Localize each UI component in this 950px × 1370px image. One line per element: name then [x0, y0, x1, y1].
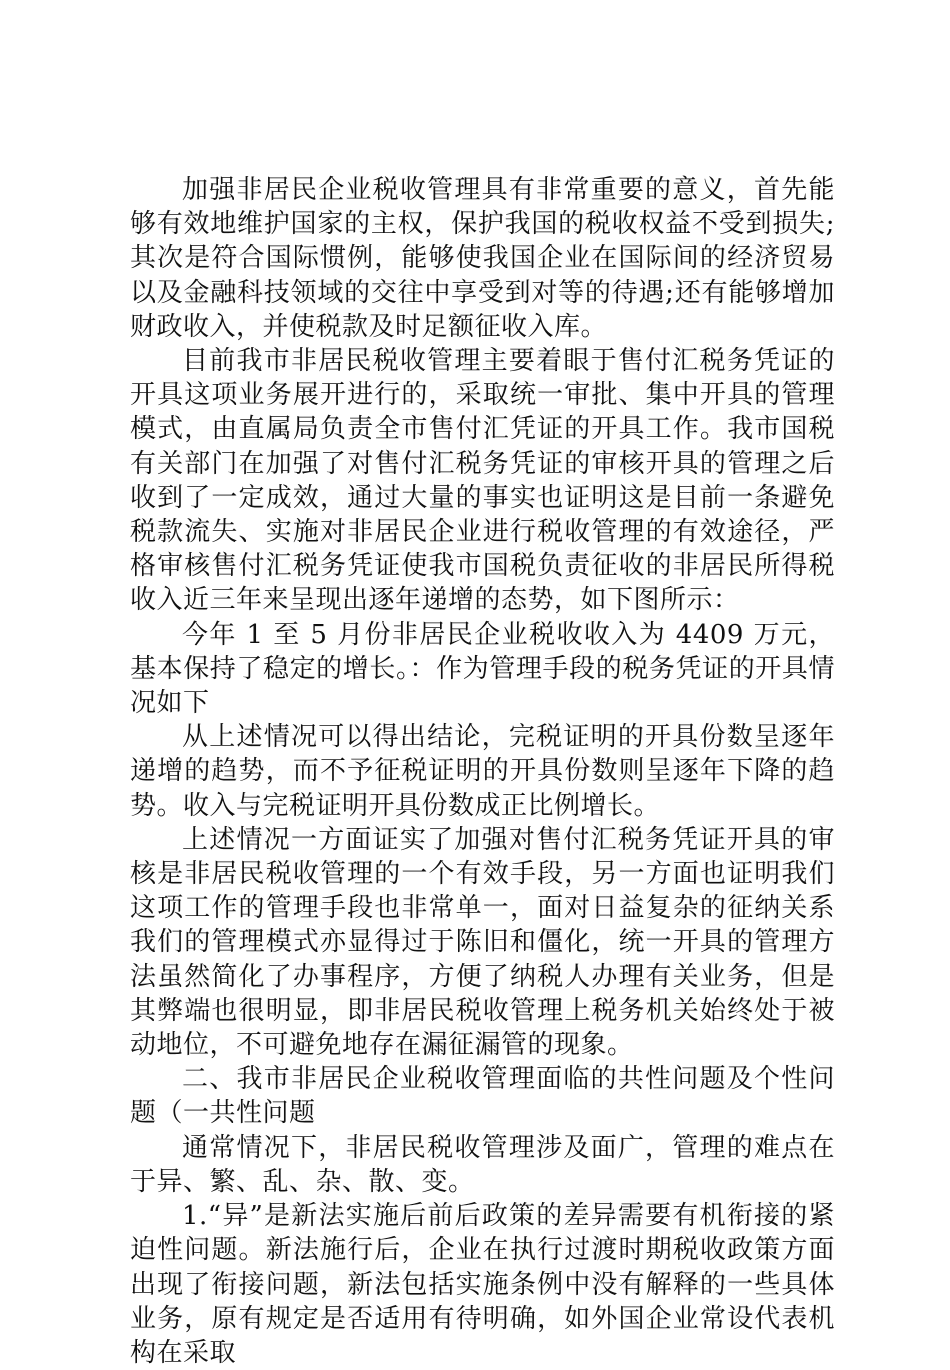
document-body: [130, 173, 835, 1370]
paragraph-evaluation: 上述情况一方面证实了加强对售付汇税务凭证开具的审核是非居民税收管理的一个有效手段，另一方面也证明我们这项工作的管理手段也非常单一，面对日益复杂的征纳关系我们的管理模式亦显得过于陈旧和僵化，统一开具的管理方法虽然简化了办事程序，方便了纳税人办理有关业务，但是其弊端也很明显，即非居民税收管理上税务机关始终处于被动地位，不可避免地存在漏征漏管的现象。: [130, 824, 835, 1061]
paragraph-significance: 加强非居民企业税收管理具有非常重要的意义，首先能够有效地维护国家的主权，保护我国的税收权益不受到损失;其次是符合国际惯例，能够使我国企业在国际间的经济贸易以及金融科技领域的交往中享受到对等的待遇;还有能够增加财政收入，并使税款及时足额征收入库。: [130, 175, 835, 342]
paragraph-item-1-difference: 1.“异”是新法实施后前后政策的差异需要有机衔接的紧迫性问题。新法施行后，企业在执行过渡时期税收政策方面出现了衔接问题，新法包括实施条例中没有解释的一些具体业务，原有规定是否适用有待明确，如外国企业常设代表机构在采取: [130, 1201, 835, 1368]
paragraph-revenue-this-year: 今年 1 至 5 月份非居民企业税收收入为 4409 万元，基本保持了稳定的增长。：作为管理手段的税务凭证的开具情况如下: [130, 619, 835, 719]
paragraph-conclusion: 从上述情况可以得出结论，完税证明的开具份数呈逐年递增的趋势，而不予征税证明的开具份数则呈逐年下降的趋势。收入与完税证明开具份数成正比例增长。: [130, 722, 835, 821]
section-heading-common-issues: 二、我市非居民企业税收管理面临的共性问题及个性问题（一共性问题: [130, 1064, 835, 1129]
paragraph-difficulties: 通常情况下，非居民税收管理涉及面广，管理的难点在于异、繁、乱、杂、散、变。: [130, 1132, 835, 1197]
paragraph-current-management: 目前我市非居民税收管理主要着眼于售付汇税务凭证的开具这项业务展开进行的，采取统一审批、集中开具的管理模式，由直属局负责全市售付汇凭证的开具工作。我市国税有关部门在加强了对售付汇税务凭证的审核开具的管理之后收到了一定成效，通过大量的事实也证明这是目前一条避免税款流失、实施对非居民企业进行税收管理的有效途径，严格审核售付汇税务凭证使我市国税负责征收的非居民所得税收入近三年来呈现出逐年递增的态势，如下图所示：: [130, 346, 835, 616]
